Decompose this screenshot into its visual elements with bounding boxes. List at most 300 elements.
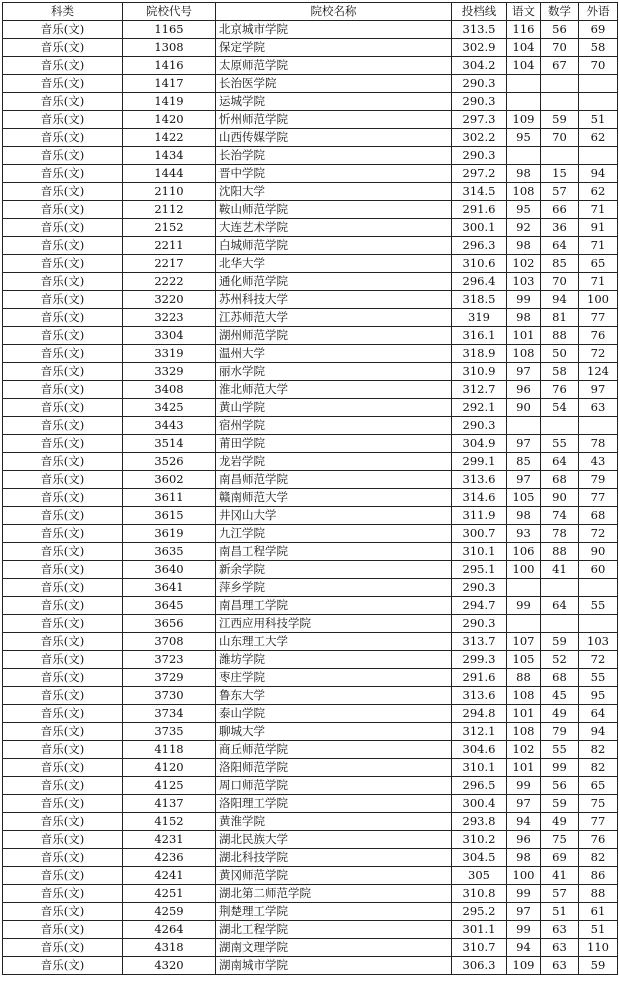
chinese-score-cell: 108 [507,345,541,363]
foreign-language-score-cell: 100 [579,291,618,309]
table-row [3,669,618,687]
school-code-cell: 4320 [123,957,216,975]
chinese-score-cell: 108 [507,687,541,705]
chinese-score-cell: 109 [507,111,541,129]
math-score-cell: 67 [541,57,579,75]
school-name-cell: 鲁东大学 [216,687,452,705]
chinese-score-cell: 99 [507,777,541,795]
math-score-cell [541,579,579,597]
school-name-cell: 丽水学院 [216,363,452,381]
math-score-cell: 58 [541,363,579,381]
school-code-cell: 4152 [123,813,216,831]
school-code-cell: 4120 [123,759,216,777]
math-score-cell: 64 [541,597,579,615]
category-cell: 音乐(文) [3,237,123,255]
table-row [3,543,618,561]
school-name-cell: 周口师范学院 [216,777,452,795]
category-cell: 音乐(文) [3,507,123,525]
cutoff-score-cell: 314.6 [452,489,507,507]
math-score-cell: 57 [541,183,579,201]
school-code-cell: 2112 [123,201,216,219]
foreign-language-score-cell: 77 [579,813,618,831]
math-score-cell: 78 [541,525,579,543]
school-code-cell: 3641 [123,579,216,597]
foreign-language-score-cell: 70 [579,57,618,75]
chinese-score-cell: 100 [507,561,541,579]
school-name-cell: 泰山学院 [216,705,452,723]
chinese-score-cell: 99 [507,921,541,939]
chinese-score-cell: 94 [507,939,541,957]
school-code-cell: 3708 [123,633,216,651]
table-row [3,867,618,885]
school-code-cell: 4118 [123,741,216,759]
math-score-cell: 68 [541,669,579,687]
school-name-cell: 新余学院 [216,561,452,579]
school-name-cell: 运城学院 [216,93,452,111]
chinese-score-cell: 108 [507,723,541,741]
chinese-score-cell: 104 [507,57,541,75]
school-code-cell: 1420 [123,111,216,129]
chinese-score-cell: 93 [507,525,541,543]
school-code-cell: 3304 [123,327,216,345]
cutoff-score-cell: 310.7 [452,939,507,957]
table-row [3,597,618,615]
cutoff-score-cell: 296.5 [452,777,507,795]
cutoff-score-cell: 291.6 [452,201,507,219]
category-cell: 音乐(文) [3,219,123,237]
math-score-cell: 70 [541,273,579,291]
school-name-cell: 长治学院 [216,147,452,165]
cutoff-score-cell: 318.9 [452,345,507,363]
school-code-cell: 2152 [123,219,216,237]
cutoff-score-cell: 290.3 [452,615,507,633]
math-score-cell: 63 [541,921,579,939]
school-name-cell: 莆田学院 [216,435,452,453]
school-code-cell: 4251 [123,885,216,903]
school-code-cell: 3735 [123,723,216,741]
header-school-name: 院校名称 [216,3,452,21]
foreign-language-score-cell [579,417,618,435]
table-row [3,849,618,867]
cutoff-score-cell: 290.3 [452,579,507,597]
school-name-cell: 江苏师范大学 [216,309,452,327]
category-cell: 音乐(文) [3,93,123,111]
cutoff-score-cell: 310.1 [452,759,507,777]
school-code-cell: 3645 [123,597,216,615]
category-cell: 音乐(文) [3,867,123,885]
school-code-cell: 3602 [123,471,216,489]
category-cell: 音乐(文) [3,849,123,867]
school-name-cell: 湖州师范学院 [216,327,452,345]
cutoff-score-cell: 290.3 [452,75,507,93]
foreign-language-score-cell: 72 [579,345,618,363]
category-cell: 音乐(文) [3,75,123,93]
table-row [3,921,618,939]
school-name-cell: 晋中学院 [216,165,452,183]
foreign-language-score-cell: 69 [579,21,618,39]
school-name-cell: 黄冈师范学院 [216,867,452,885]
category-cell: 音乐(文) [3,435,123,453]
math-score-cell: 64 [541,453,579,471]
math-score-cell: 81 [541,309,579,327]
school-code-cell: 3635 [123,543,216,561]
header-category: 科类 [3,3,123,21]
cutoff-score-cell: 301.1 [452,921,507,939]
math-score-cell: 41 [541,867,579,885]
category-cell: 音乐(文) [3,291,123,309]
school-code-cell: 2110 [123,183,216,201]
math-score-cell: 59 [541,111,579,129]
foreign-language-score-cell: 64 [579,705,618,723]
cutoff-score-cell: 304.6 [452,741,507,759]
foreign-language-score-cell: 71 [579,237,618,255]
cutoff-score-cell: 313.6 [452,687,507,705]
cutoff-score-cell: 300.1 [452,219,507,237]
school-code-cell: 4264 [123,921,216,939]
chinese-score-cell: 97 [507,471,541,489]
category-cell: 音乐(文) [3,255,123,273]
category-cell: 音乐(文) [3,759,123,777]
foreign-language-score-cell: 72 [579,525,618,543]
school-code-cell: 4231 [123,831,216,849]
table-row [3,399,618,417]
cutoff-score-cell: 290.3 [452,417,507,435]
category-cell: 音乐(文) [3,795,123,813]
school-name-cell: 江西应用科技学院 [216,615,452,633]
table-row [3,759,618,777]
school-name-cell: 山东理工大学 [216,633,452,651]
math-score-cell: 74 [541,507,579,525]
table-row [3,291,618,309]
cutoff-score-cell: 311.9 [452,507,507,525]
math-score-cell: 94 [541,291,579,309]
school-code-cell: 3443 [123,417,216,435]
category-cell: 音乐(文) [3,165,123,183]
cutoff-score-cell: 302.9 [452,39,507,57]
math-score-cell: 59 [541,633,579,651]
category-cell: 音乐(文) [3,957,123,975]
school-name-cell: 黄淮学院 [216,813,452,831]
school-code-cell: 4125 [123,777,216,795]
chinese-score-cell [507,417,541,435]
foreign-language-score-cell: 82 [579,759,618,777]
foreign-language-score-cell: 94 [579,723,618,741]
table-row [3,489,618,507]
foreign-language-score-cell: 75 [579,795,618,813]
school-name-cell: 赣南师范大学 [216,489,452,507]
foreign-language-score-cell [579,93,618,111]
chinese-score-cell: 97 [507,903,541,921]
math-score-cell [541,417,579,435]
table-row [3,615,618,633]
category-cell: 音乐(文) [3,327,123,345]
school-name-cell: 聊城大学 [216,723,452,741]
cutoff-score-cell: 310.2 [452,831,507,849]
chinese-score-cell: 85 [507,453,541,471]
school-code-cell: 2217 [123,255,216,273]
school-code-cell: 3611 [123,489,216,507]
table-row [3,507,618,525]
school-name-cell: 枣庄学院 [216,669,452,687]
school-name-cell: 忻州师范学院 [216,111,452,129]
header-cutoff-score: 投档线 [452,3,507,21]
chinese-score-cell: 101 [507,705,541,723]
chinese-score-cell: 94 [507,813,541,831]
math-score-cell: 79 [541,723,579,741]
category-cell: 音乐(文) [3,21,123,39]
foreign-language-score-cell: 71 [579,201,618,219]
table-row [3,651,618,669]
category-cell: 音乐(文) [3,147,123,165]
foreign-language-score-cell: 78 [579,435,618,453]
school-code-cell: 1434 [123,147,216,165]
foreign-language-score-cell: 82 [579,849,618,867]
foreign-language-score-cell: 86 [579,867,618,885]
table-row [3,111,618,129]
math-score-cell: 85 [541,255,579,273]
table-row [3,777,618,795]
cutoff-score-cell: 300.4 [452,795,507,813]
chinese-score-cell: 95 [507,201,541,219]
table-row [3,345,618,363]
foreign-language-score-cell: 65 [579,777,618,795]
table-row [3,687,618,705]
math-score-cell: 51 [541,903,579,921]
math-score-cell [541,75,579,93]
math-score-cell: 57 [541,885,579,903]
table-row [3,75,618,93]
math-score-cell: 66 [541,201,579,219]
category-cell: 音乐(文) [3,489,123,507]
chinese-score-cell: 96 [507,381,541,399]
chinese-score-cell: 98 [507,849,541,867]
table-row [3,813,618,831]
school-code-cell: 3730 [123,687,216,705]
chinese-score-cell: 104 [507,39,541,57]
school-code-cell: 3329 [123,363,216,381]
chinese-score-cell: 105 [507,489,541,507]
category-cell: 音乐(文) [3,399,123,417]
category-cell: 音乐(文) [3,363,123,381]
foreign-language-score-cell: 72 [579,651,618,669]
math-score-cell: 49 [541,813,579,831]
math-score-cell: 70 [541,39,579,57]
school-code-cell: 2211 [123,237,216,255]
school-code-cell: 4236 [123,849,216,867]
cutoff-score-cell: 310.1 [452,543,507,561]
cutoff-score-cell: 291.6 [452,669,507,687]
school-name-cell: 南昌师范学院 [216,471,452,489]
chinese-score-cell: 88 [507,669,541,687]
school-name-cell: 湖北科技学院 [216,849,452,867]
cutoff-score-cell: 306.3 [452,957,507,975]
table-row [3,183,618,201]
foreign-language-score-cell: 94 [579,165,618,183]
math-score-cell: 88 [541,327,579,345]
foreign-language-score-cell [579,579,618,597]
school-name-cell: 南昌工程学院 [216,543,452,561]
header-foreign-language: 外语 [579,3,618,21]
school-name-cell: 保定学院 [216,39,452,57]
cutoff-score-cell: 297.3 [452,111,507,129]
table-row [3,309,618,327]
table-row [3,705,618,723]
school-name-cell: 淮北师范大学 [216,381,452,399]
math-score-cell [541,93,579,111]
category-cell: 音乐(文) [3,381,123,399]
table-row [3,831,618,849]
category-cell: 音乐(文) [3,885,123,903]
cutoff-score-cell: 293.8 [452,813,507,831]
math-score-cell: 50 [541,345,579,363]
math-score-cell: 99 [541,759,579,777]
chinese-score-cell [507,75,541,93]
school-code-cell: 3615 [123,507,216,525]
category-cell: 音乐(文) [3,741,123,759]
table-row [3,93,618,111]
header-school-code: 院校代号 [123,3,216,21]
category-cell: 音乐(文) [3,129,123,147]
math-score-cell: 76 [541,381,579,399]
chinese-score-cell: 107 [507,633,541,651]
math-score-cell: 63 [541,939,579,957]
school-code-cell: 1308 [123,39,216,57]
school-code-cell: 3425 [123,399,216,417]
math-score-cell: 59 [541,795,579,813]
school-code-cell: 3220 [123,291,216,309]
school-name-cell: 洛阳理工学院 [216,795,452,813]
table-row [3,939,618,957]
table-row [3,579,618,597]
foreign-language-score-cell: 62 [579,129,618,147]
school-code-cell: 4259 [123,903,216,921]
math-score-cell: 36 [541,219,579,237]
table-row [3,795,618,813]
category-cell: 音乐(文) [3,597,123,615]
chinese-score-cell [507,615,541,633]
foreign-language-score-cell: 61 [579,903,618,921]
school-code-cell: 3723 [123,651,216,669]
cutoff-score-cell: 314.5 [452,183,507,201]
chinese-score-cell: 98 [507,237,541,255]
category-cell: 音乐(文) [3,723,123,741]
math-score-cell: 49 [541,705,579,723]
category-cell: 音乐(文) [3,525,123,543]
table-row [3,327,618,345]
foreign-language-score-cell: 71 [579,273,618,291]
table-row [3,471,618,489]
foreign-language-score-cell [579,75,618,93]
foreign-language-score-cell: 91 [579,219,618,237]
category-cell: 音乐(文) [3,831,123,849]
cutoff-score-cell: 292.1 [452,399,507,417]
cutoff-score-cell: 294.7 [452,597,507,615]
foreign-language-score-cell: 58 [579,39,618,57]
header-row [3,3,618,21]
category-cell: 音乐(文) [3,561,123,579]
school-code-cell: 3640 [123,561,216,579]
school-name-cell: 长治医学院 [216,75,452,93]
cutoff-score-cell: 295.1 [452,561,507,579]
school-name-cell: 宿州学院 [216,417,452,435]
table-row [3,525,618,543]
cutoff-score-cell: 310.8 [452,885,507,903]
math-score-cell: 56 [541,777,579,795]
foreign-language-score-cell: 90 [579,543,618,561]
foreign-language-score-cell: 43 [579,453,618,471]
chinese-score-cell: 99 [507,597,541,615]
table-row [3,237,618,255]
cutoff-score-cell: 290.3 [452,93,507,111]
header-chinese: 语文 [507,3,541,21]
school-name-cell: 沈阳大学 [216,183,452,201]
school-name-cell: 湖北第二师范学院 [216,885,452,903]
school-code-cell: 4241 [123,867,216,885]
cutoff-score-cell: 305 [452,867,507,885]
foreign-language-score-cell: 97 [579,381,618,399]
school-name-cell: 商丘师范学院 [216,741,452,759]
category-cell: 音乐(文) [3,903,123,921]
table-row [3,255,618,273]
table-row [3,39,618,57]
cutoff-score-cell: 296.3 [452,237,507,255]
chinese-score-cell: 102 [507,255,541,273]
chinese-score-cell: 105 [507,651,541,669]
school-code-cell: 3408 [123,381,216,399]
chinese-score-cell [507,579,541,597]
math-score-cell: 55 [541,435,579,453]
cutoff-score-cell: 312.7 [452,381,507,399]
table-row [3,741,618,759]
foreign-language-score-cell: 76 [579,831,618,849]
chinese-score-cell: 109 [507,957,541,975]
category-cell: 音乐(文) [3,579,123,597]
table-row [3,417,618,435]
math-score-cell: 52 [541,651,579,669]
school-name-cell: 潍坊学院 [216,651,452,669]
cutoff-score-cell: 304.9 [452,435,507,453]
cutoff-score-cell: 313.5 [452,21,507,39]
foreign-language-score-cell: 51 [579,921,618,939]
category-cell: 音乐(文) [3,651,123,669]
foreign-language-score-cell: 59 [579,957,618,975]
school-name-cell: 九江学院 [216,525,452,543]
cutoff-score-cell: 294.8 [452,705,507,723]
math-score-cell: 15 [541,165,579,183]
cutoff-score-cell: 313.6 [452,471,507,489]
cutoff-score-cell: 297.2 [452,165,507,183]
math-score-cell: 54 [541,399,579,417]
cutoff-score-cell: 300.7 [452,525,507,543]
foreign-language-score-cell: 124 [579,363,618,381]
school-code-cell: 3734 [123,705,216,723]
school-code-cell: 1165 [123,21,216,39]
school-code-cell: 4137 [123,795,216,813]
table-row [3,273,618,291]
school-name-cell: 鞍山师范学院 [216,201,452,219]
chinese-score-cell [507,93,541,111]
table-body [3,21,618,975]
chinese-score-cell: 108 [507,183,541,201]
header-math: 数学 [541,3,579,21]
school-code-cell: 3729 [123,669,216,687]
foreign-language-score-cell: 82 [579,741,618,759]
chinese-score-cell: 101 [507,327,541,345]
foreign-language-score-cell: 77 [579,489,618,507]
chinese-score-cell: 99 [507,291,541,309]
table-row [3,129,618,147]
category-cell: 音乐(文) [3,183,123,201]
